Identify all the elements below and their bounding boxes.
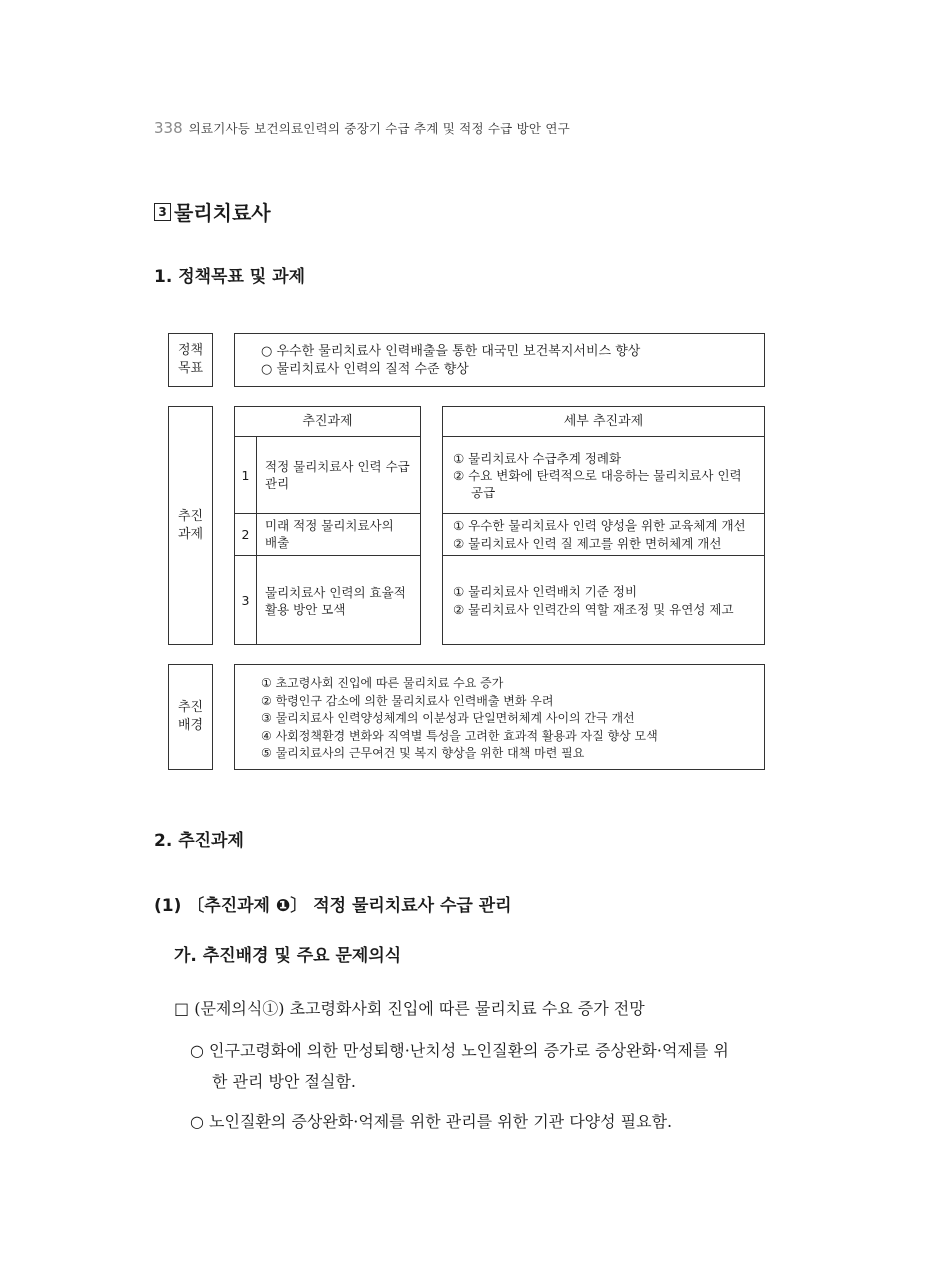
background-item: ⑤ 물리치료사의 근무여건 및 복지 향상을 위한 대책 마련 필요 [261, 746, 585, 760]
background-label [168, 664, 213, 770]
policy-goal-label [168, 333, 213, 387]
detail-table [442, 406, 765, 645]
detail-item: ① 우수한 물리치료사 인력 양성을 위한 교육체계 개선 [453, 518, 746, 533]
detail-item: ② 물리치료사 인력간의 역할 재조정 및 유연성 제고 [453, 602, 734, 617]
policy-label-line1: 정책 [177, 343, 204, 358]
background-item: ③ 물리치료사 인력양성체계의 이분성과 단일면허체계 사이의 간극 개선 [261, 711, 635, 725]
heading-task-1: (1) 〔추진과제 ❶〕 적정 물리치료사 수급 관리 [154, 896, 512, 916]
background-item: ① 초고령사회 진입에 따른 물리치료 수요 증가 [261, 676, 504, 690]
detail-item: ① 물리치료사 인력배치 기준 정비 [453, 584, 638, 599]
task-title: 물리치료사 인력의 효율적 활용 방안 모색 [265, 585, 406, 617]
bullet-line: ○ 인구고령화에 의한 만성퇴행·난치성 노인질환의 증가로 증상완화·억제를 위 [190, 1041, 729, 1060]
background-item: ④ 사회정책환경 변화와 직역별 특성을 고려한 효과적 활용과 자질 향상 모색 [261, 728, 658, 743]
policy-goal-content [234, 333, 765, 387]
running-title: 의료기사등 보건의료인력의 중장기 수급 추계 및 적정 수급 방안 연구 [188, 121, 570, 136]
task-number: 3 [241, 593, 250, 608]
policy-goal-item: ○ 물리치료사 인력의 질적 수준 향상 [261, 362, 469, 377]
background-content [234, 664, 765, 770]
background-item: ② 학령인구 감소에 의한 물리치료사 인력배출 변화 우려 [261, 693, 554, 708]
detail-item: ② 수요 변화에 탄력적으로 대응하는 물리치료사 인력 [453, 468, 742, 483]
task-title: 미래 적정 물리치료사의 배출 [265, 518, 394, 550]
detail-column-header: 세부 추진과제 [563, 413, 644, 429]
detail-item: ② 물리치료사 인력 질 제고를 위한 면허체계 개선 [453, 536, 722, 551]
heading-policy-goals: 1. 정책목표 및 과제 [154, 267, 305, 287]
section-title-text: 물리치료사 [174, 201, 271, 225]
detail-item: 공급 [471, 485, 496, 500]
page-number: 338 [154, 119, 183, 137]
page-header [154, 119, 570, 137]
bullet-line: ○ 노인질환의 증상완화·억제를 위한 관리를 위한 기관 다양성 필요함. [190, 1112, 673, 1131]
issue-statement: □ (문제의식①) 초고령화사회 진입에 따른 물리치료 수요 증가 전망 [174, 999, 645, 1018]
task-number: 2 [241, 527, 250, 542]
bullet-line-continued: 한 관리 방안 절실함. [212, 1072, 356, 1091]
task-number: 1 [241, 467, 250, 483]
heading-tasks: 2. 추진과제 [154, 831, 244, 851]
tasks-label-line2: 과제 [177, 526, 204, 542]
heading-background-issues: 가. 추진배경 및 주요 문제의식 [174, 946, 402, 966]
section-title [154, 197, 271, 226]
tasks-label [168, 406, 213, 645]
policy-label-line2: 목표 [177, 361, 204, 376]
background-label-line2: 배경 [177, 718, 204, 733]
detail-item: ① 물리치료사 수급추계 정례화 [453, 451, 622, 466]
policy-goal-item: ○ 우수한 물리치료사 인력배출을 통한 대국민 보건복지서비스 향상 [261, 344, 641, 359]
task-table [234, 406, 421, 645]
task-title: 적정 물리치료사 인력 수급 관리 [265, 459, 410, 491]
background-label-line1: 추진 [177, 700, 204, 715]
tasks-label-line1: 추진 [177, 508, 204, 524]
task-column-header: 추진과제 [302, 413, 353, 429]
section-number-box: 3 [154, 203, 171, 221]
